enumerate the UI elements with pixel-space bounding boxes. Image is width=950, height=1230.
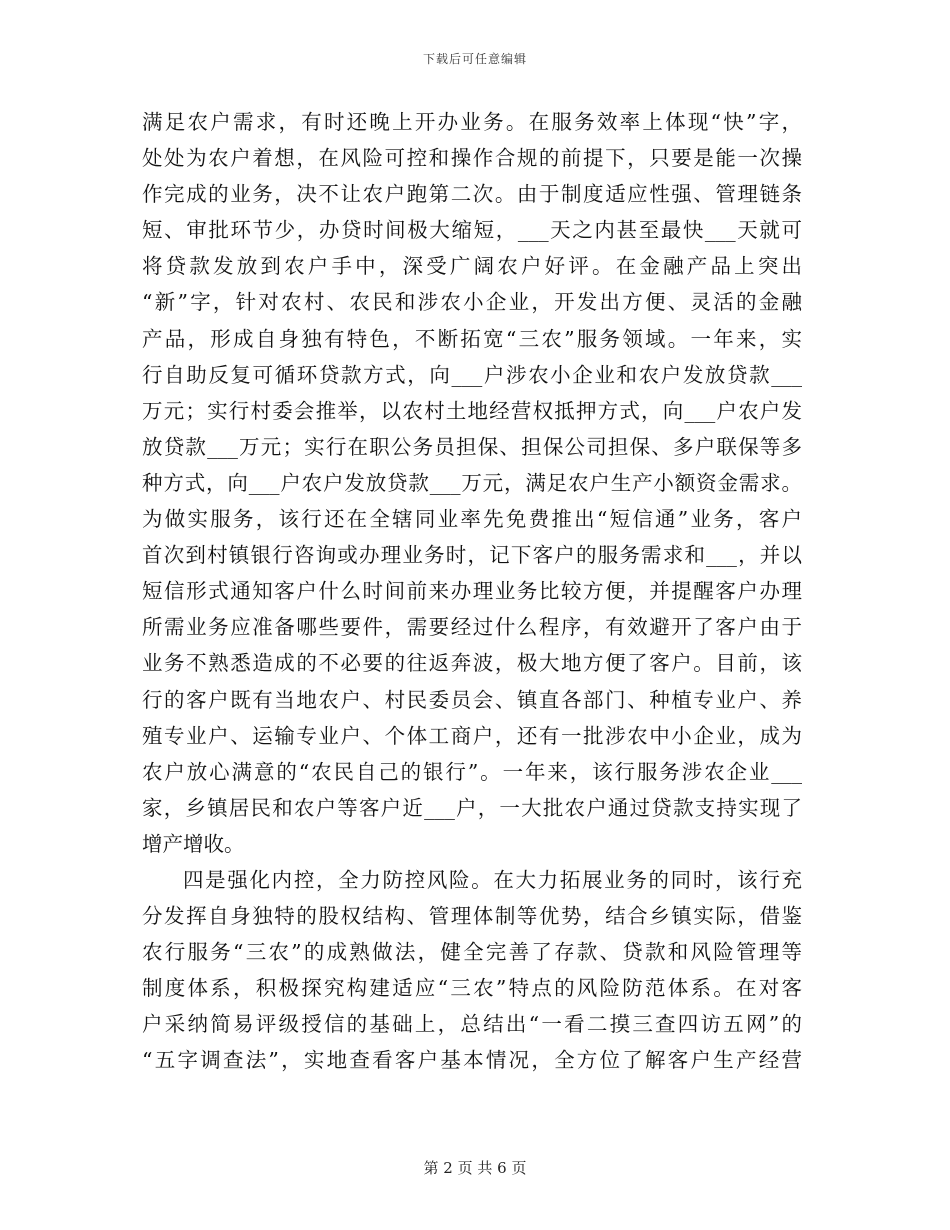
text-line: 产品，形成自身独有特色，不断拓宽“三农”服务领域。一年来，实 [142, 326, 802, 351]
text-line: 短信形式通知客户什么时间前来办理业务比较方便，并提醒客户办理 [142, 579, 802, 604]
text-line: “五字调查法”，实地查看客户基本情况，全方位了解客户生产经营 [142, 1048, 802, 1073]
text-line: “新”字，针对农村、农民和涉农小企业，开发出方便、灵活的金融 [142, 290, 802, 315]
text-line: 家，乡镇居民和农户等客户近___户，一大批农户通过贷款支持实现了 [142, 795, 802, 820]
text-line: 殖专业户、运输专业户、个体工商户，还有一批涉农中小企业，成为 [142, 723, 802, 748]
text-line: 行自助反复可循环贷款方式，向___户涉农小企业和农户发放贷款___ [142, 362, 802, 387]
text-line: 制度体系，积极探究构建适应“三农”特点的风险防范体系。在对客 [142, 976, 802, 1001]
page-header-note: 下载后可任意编辑 [422, 52, 527, 66]
text-line: 所需业务应准备哪些要件，需要经过什么程序，有效避开了客户由于 [142, 615, 802, 640]
text-line: 户采纳简易评级授信的基础上，总结出“一看二摸三查四访五网”的 [142, 1012, 802, 1037]
text-line: 分发挥自身独特的股权结构、管理体制等优势，结合乡镇实际，借鉴 [142, 904, 802, 929]
paragraph-start-line: 四是强化内控，全力防控风险。在大力拓展业务的同时，该行充 [183, 867, 802, 892]
text-line: 种方式，向___户农户发放贷款___万元，满足农户生产小额资金需求。 [142, 470, 802, 495]
text-line: 作完成的业务，决不让农户跑第二次。由于制度适应性强、管理链条 [142, 182, 802, 207]
text-line: 短、审批环节少，办贷时间极大缩短，___天之内甚至最快___天就可 [142, 218, 802, 243]
text-line: 农户放心满意的“农民自己的银行”。一年来，该行服务涉农企业___ [142, 759, 802, 784]
text-line: 将贷款发放到农户手中，深受广阔农户好评。在金融产品上突出 [142, 254, 802, 279]
text-line: 行的客户既有当地农户、村民委员会、镇直各部门、种植专业户、养 [142, 687, 802, 712]
page-number: 第 2 页 共 6 页 [423, 1159, 527, 1177]
text-line: 万元；实行村委会推举，以农村土地经营权抵押方式，向___户农户发 [142, 398, 802, 423]
text-line: 为做实服务，该行还在全辖同业率先免费推出“短信通”业务，客户 [142, 507, 802, 532]
text-line: 满足农户需求，有时还晚上开办业务。在服务效率上体现“快”字， [142, 110, 802, 134]
text-line: 首次到村镇银行咨询或办理业务时，记下客户的服务需求和___，并以 [142, 543, 802, 568]
text-line: 业务不熟悉造成的不必要的往返奔波，极大地方便了客户。目前，该 [142, 651, 802, 676]
text-line: 放贷款___万元；实行在职公务员担保、担保公司担保、多户联保等多 [142, 434, 802, 459]
paragraph-end-line: 增产增收。 [142, 831, 245, 856]
document-body [142, 104, 802, 1079]
text-line: 处处为农户着想，在风险可控和操作合规的前提下，只要是能一次操 [142, 146, 802, 171]
text-line: 农行服务“三农”的成熟做法，健全完善了存款、贷款和风险管理等 [142, 940, 802, 965]
